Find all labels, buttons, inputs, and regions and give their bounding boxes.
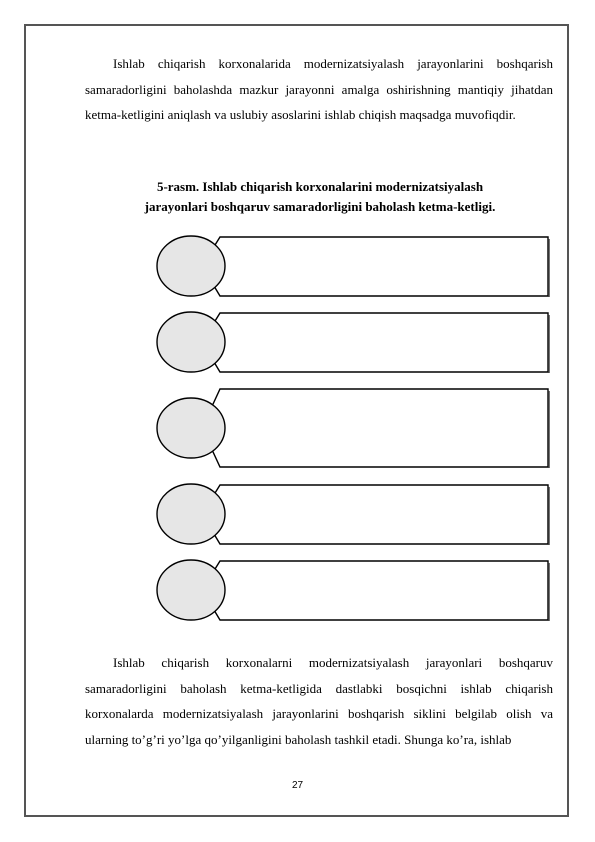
step-circle-3 <box>157 398 225 458</box>
step-box-5 <box>202 561 548 620</box>
step-circle-4 <box>157 484 225 544</box>
step-circle-1 <box>157 236 225 296</box>
step-circle-5 <box>157 560 225 620</box>
followup-paragraph: Ishlab chiqarish korxonalarni modernizatsiyalash jarayonlari boshqaruv samaradorligini baholash ketma-ketligida dastlabki bosqichni ishlab chiqarish korxonalarda modernizatsiyalash jarayonlarini boshqarish siklini belgilab olish va ularning to’g’ri yo’lga qo’yilganligini baholash tashkil etadi. Shunga ko’ra, ishlab <box>85 655 553 747</box>
step-circle-2 <box>157 312 225 372</box>
figure-caption-line-1: 5-rasm. Ishlab chiqarish korxonalarini modernizatsiyalash <box>156 179 484 194</box>
step-box-3 <box>202 389 548 467</box>
figure-caption-line-2: jarayonlari boshqaruv samaradorligini baholash ketma-ketligi. <box>144 199 496 214</box>
intro-paragraph: Ishlab chiqarish korxonalarida modernizatsiyalash jarayonlarini boshqarish samaradorligini baholashda mazkur jarayonni amalga oshirishning mantiqiy jihatdan ketma-ketligini aniqlash va uslubiy asoslarini ishlab chiqish maqsadga muvofiqdir. <box>85 56 553 123</box>
step-box-1 <box>202 237 548 296</box>
step-box-4 <box>202 485 548 544</box>
page-number: 27 <box>291 780 304 791</box>
step-box-2 <box>202 313 548 372</box>
